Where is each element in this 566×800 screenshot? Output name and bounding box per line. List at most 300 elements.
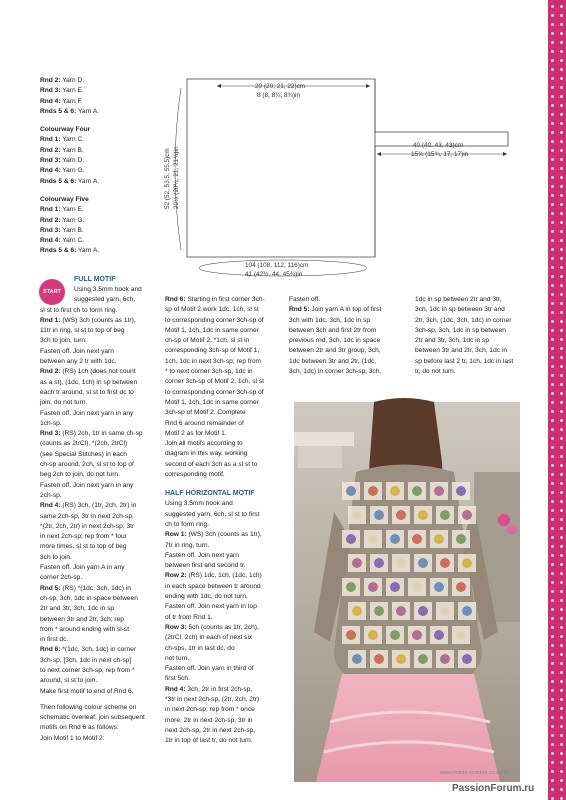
full-motif-line [40, 723, 162, 733]
round-five-text: between 3ch and first 2tr from [289, 326, 377, 334]
half-motif-text: (2trCl, 2ch) in each of next six [165, 634, 253, 642]
half-motif-row-label: Rnd 4: [165, 685, 186, 693]
motif-centre [434, 486, 444, 496]
joining-line [165, 408, 287, 418]
round-five-cont-line [415, 357, 537, 367]
joining-text: ch-sp of Motif 2, *1ch, sl st in [165, 337, 250, 345]
full-motif-text: Fasten off. Join next yarn in any [40, 409, 134, 417]
round-five-line [289, 336, 411, 346]
length-inch-label: 20½ (20½, 21, 21¾)in [173, 146, 180, 209]
half-motif-row-label: Row 3: [165, 623, 187, 631]
full-motif-line [40, 501, 162, 511]
joining-line [165, 316, 287, 326]
cardigan-photo [294, 402, 520, 782]
half-motif-text: more, 2tr in next 2ch-sp, 3tr in [165, 716, 253, 724]
half-motif-line [165, 674, 287, 684]
round-five-cont-line [415, 346, 537, 356]
full-motif-text: 3ch-sp, [3ch, 1dc in next ch-sp] [40, 656, 132, 664]
joining-line [165, 419, 287, 429]
motif-centre [462, 558, 472, 568]
motif-centre [368, 582, 378, 592]
motif-centre [396, 558, 406, 568]
colourway-five-text: Yarn C. [60, 237, 85, 245]
half-motif-text: ch to form ring. [165, 520, 209, 528]
full-motif-line [40, 713, 162, 723]
half-motif-text: of tr from Rnd 1. [165, 613, 213, 621]
round-five-line [289, 357, 411, 367]
full-motif-text: (RS) *(1dc, 3ch, 1dc) in [60, 584, 131, 592]
full-motif-text: same 2ch-sp, 3tr in next 2ch-sp, [40, 512, 134, 520]
motif-centre [396, 606, 406, 616]
joining-line [165, 460, 287, 470]
half-motif-instructions [165, 499, 287, 746]
full-motif-row-label: Rnd 1: [40, 316, 61, 324]
motif-centre [412, 630, 422, 640]
full-motif-row-label: Rnd 2: [40, 368, 61, 376]
half-motif-text: 5ch (counts as 1tr, 2ch), [186, 623, 259, 631]
half-motif-text: 1tr in top of last tr, do not turn. [165, 737, 253, 745]
half-motif-text: Fasten off. Join next yarn [165, 551, 239, 559]
motif-centre [456, 486, 466, 496]
half-motif-line [165, 499, 287, 509]
round-five-text: previous rnd, 3ch, 1dc in space [289, 337, 381, 345]
round-five-cont-text: 3ch-sp, 3ch, 1dc in sp between [415, 326, 506, 334]
half-motif-row-label: Row 2: [165, 572, 187, 580]
motif-centre [412, 534, 422, 544]
colourway-four-row-label: Rnd 1: [40, 136, 61, 144]
sleeve-length-label: 40 (40, 43, 43)cm [413, 142, 464, 149]
full-motif-text: corner 2ch-sp. [40, 574, 83, 582]
joining-text: corresponding motif. [165, 471, 225, 479]
full-motif-line [40, 676, 162, 686]
joining-line [165, 326, 287, 336]
colourway-five-line [40, 236, 162, 246]
half-motif-line [165, 685, 287, 695]
colourway-three-text: Yarn A. [76, 107, 100, 115]
full-motif-text: as a st), (1dc, 1ch) in sp between [40, 378, 138, 386]
joining-line [165, 346, 287, 356]
colourway-five-row-label: Rnd 4: [40, 237, 61, 245]
colourway-three-line [40, 86, 162, 96]
half-motif-text: between first and second tr. [165, 562, 246, 570]
full-motif-line [40, 656, 162, 666]
colourway-four-row-label: Rnd 3: [40, 157, 61, 165]
colourway-four-list [40, 135, 162, 186]
motif-centre [346, 582, 356, 592]
full-motif-text: to next corner 3ch-sp; rep from * [40, 666, 135, 674]
half-motif-text: suggested yarn, 6ch, sl st to first [165, 510, 260, 518]
motif-centre [396, 510, 406, 520]
joining-line [165, 449, 287, 459]
round-five-line [289, 326, 411, 336]
joining-text: second of each 3ch as a sl st to [165, 460, 258, 468]
full-motif-line [40, 378, 162, 388]
joining-text: Motif 1, 1ch, 1dc in same corner [165, 398, 259, 406]
full-motif-text: beg 2ch to join, do not turn. [40, 471, 120, 479]
colourway-four-text: Yarn C. [60, 136, 85, 144]
half-motif-line [165, 633, 287, 643]
full-motif-line [40, 336, 162, 346]
joining-text: Starting in first corner 3ch- [185, 296, 265, 303]
full-motif-line [40, 450, 162, 460]
full-motif-text: (counts as 2trCl), *(2ch, 2trCl) [40, 440, 128, 448]
full-motif-intro-2: suggested yarn, 6ch, [74, 296, 136, 304]
motif-centre [352, 510, 362, 520]
half-motif-line [165, 705, 287, 715]
motif-centre [368, 630, 378, 640]
joining-text: corresponding 3ch-sp of Motif 1, [165, 347, 260, 355]
full-motif-line [40, 703, 162, 713]
round-five-line [289, 305, 411, 315]
full-motif-text: join, do not turn. [40, 399, 88, 407]
motif-centre [412, 486, 422, 496]
full-motif-line [40, 542, 162, 552]
full-motif-line [40, 594, 162, 604]
motif-centre [396, 654, 406, 664]
colourway-four-text: Yarn G. [60, 167, 85, 175]
full-motif-line [40, 306, 162, 316]
motif-centre [440, 606, 450, 616]
joining-text: * to next corner 3ch-sp, 1dc in [165, 368, 253, 376]
full-motif-line [40, 347, 162, 357]
motif-centre [390, 486, 400, 496]
half-motif-line [165, 520, 287, 530]
motif-centre [390, 534, 400, 544]
round-five-text: 1dc between 3tr and 2tr, (1dc, [289, 357, 377, 365]
full-motif-section [40, 274, 162, 744]
full-motif-line [40, 604, 162, 614]
full-motif-text: schematic overleaf, join subsequent [40, 714, 145, 722]
full-motif-line [40, 409, 162, 419]
half-motif-text: *3tr in next 2ch-sp, (2tr, 2ch, 2tr) [165, 695, 260, 703]
round-five-cont-text: 3ch, 1dc in sp between 3tr and [415, 306, 505, 314]
colourway-three-text: Yarn F. [60, 97, 83, 105]
full-motif-row-label: Rnd 3: [40, 430, 61, 438]
half-motif-row-label: Row 1: [165, 531, 187, 539]
colourway-five-text: Yarn A. [76, 247, 100, 255]
full-motif-text: (RS) 1ch (does not count [60, 368, 136, 376]
colourway-three-row-label: Rnd 4: [40, 97, 61, 105]
colourway-four-title: Colourway Four [40, 126, 91, 134]
full-motif-text: (RS) 2ch, 1tr in same ch-sp [60, 430, 143, 438]
joining-text: 3ch-sp of Motif 2. Complete [165, 409, 246, 417]
joining-line [165, 439, 287, 449]
full-motif-line [40, 470, 162, 480]
joining-line [165, 357, 287, 367]
full-motif-title: FULL MOTIF [74, 276, 116, 283]
half-motif-text: (WS) 3ch (counts as 1tr), [186, 531, 262, 539]
half-motif-line [165, 623, 287, 633]
round-five-line [289, 295, 411, 305]
colourway-four-row-label: Rnds 5 & 6: [40, 177, 77, 185]
half-motif-text: 3ch, 2tr in first 2ch-sp, [185, 685, 253, 693]
half-motif-text: in each space between tr around [165, 582, 261, 590]
garment-schematic [165, 74, 515, 284]
colourway-three-row-label: Rnd 2: [40, 77, 61, 84]
full-motif-line [40, 645, 162, 655]
full-motif-text: Fasten off. Join next yarn in any [40, 481, 134, 489]
motif-centre [374, 558, 384, 568]
motif-centre [374, 510, 384, 520]
joining-column [165, 295, 287, 746]
full-motif-text: 1ch-sp. [40, 419, 62, 427]
round-five-cont-text: tr, do not turn. [415, 368, 456, 376]
half-motif-text: in next 2ch-sp; rep from * once [165, 706, 255, 714]
colourway-three-row-label: Rnd 3: [40, 87, 61, 95]
round-five-cont-text: 1dc in sp between 2tr and 3tr, [415, 296, 502, 303]
full-motif-text: from * around ending with sl-st [40, 625, 130, 633]
motif-centre [418, 606, 428, 616]
motif-centre [352, 606, 362, 616]
motif-centre [462, 510, 472, 520]
length-label: 52 (52, 53.5, 55.5)cm [164, 148, 171, 209]
motif-centre [456, 582, 466, 592]
joining-line [165, 305, 287, 315]
joining-text: Join all motifs according to [165, 440, 243, 448]
colourway-five-list [40, 205, 162, 256]
colourway-five-row-label: Rnd 3: [40, 226, 61, 234]
full-motif-text: *(1dc, 3ch, 1dc) in corner [60, 646, 137, 654]
full-motif-text: 11tr in ring, sl st to top of beg [40, 327, 125, 335]
half-motif-line [165, 510, 287, 520]
round-five-row-label: Rnd 5: [289, 306, 310, 314]
colourway-four-row-label: Rnd 2: [40, 146, 61, 154]
motif-centre [456, 630, 466, 640]
full-motif-text: 3ch to join, turn. [40, 337, 87, 345]
half-motif-line [165, 695, 287, 705]
round-five-line [289, 367, 411, 377]
round-five-cont-text: between 3tr and 2tr, 3ch, 1dc in [415, 347, 508, 355]
colourway-four-text: Yarn B. [60, 146, 84, 154]
chest-label: 104 (108, 112, 116)cm [245, 262, 309, 269]
motif-centre [412, 582, 422, 592]
full-motif-text: Make first motif to end of Rnd 6. [40, 687, 134, 695]
motif-centre [462, 654, 472, 664]
full-motif-text: between any 2 tr with 1dc. [40, 358, 117, 366]
full-motif-text: sl st to first ch to form ring. [40, 306, 118, 314]
full-motif-text: in first dc. [40, 636, 69, 644]
full-motif-text: ch-sp around, 2ch, sl st to top of [40, 461, 134, 469]
round-five-cont-line [415, 305, 537, 315]
full-motif-text: 3ch to join. [40, 553, 72, 561]
full-motif-line [40, 532, 162, 542]
motif-centre [462, 606, 472, 616]
colourway-three-line [40, 76, 162, 86]
motif-centre [368, 534, 378, 544]
colourway-four-line [40, 177, 162, 187]
full-motif-text: ch-sp, 3ch, 1dc in space between [40, 594, 138, 602]
full-motif-line [40, 460, 162, 470]
colourway-three-line [40, 107, 162, 117]
motif-centre [352, 558, 362, 568]
full-motif-intro-1: Using 3.5mm hook and [74, 286, 142, 293]
full-motif-line [40, 687, 162, 697]
full-motif-text: in next 2ch-sp; rep from * four [40, 533, 127, 541]
round-five-text: between 2tr and 3tr group, 3ch, [289, 347, 381, 355]
full-motif-row-label: Rnd 4: [40, 502, 61, 510]
round-five-cont-text: sp before last 2 tr, 1ch, 1dc in last [415, 357, 514, 365]
colourway-column [40, 76, 162, 257]
motif-centre [434, 630, 444, 640]
colourway-five-row-label: Rnd 2: [40, 216, 61, 224]
motif-centre [346, 486, 356, 496]
half-motif-text: next 2ch-sp, 2tr in next 2ch-sp, [165, 726, 256, 734]
colourway-five-line [40, 205, 162, 215]
joining-text: diagram in this way, working [165, 450, 248, 458]
stripe-dot-pattern [548, 0, 566, 800]
joining-text: to corresponding corner 3ch-sp of [165, 388, 264, 396]
motif-centre [346, 534, 356, 544]
full-motif-line [40, 429, 162, 439]
joining-line [165, 429, 287, 439]
joining-text: Rnd 6 around remainder of [165, 419, 244, 427]
colourway-four-line [40, 146, 162, 156]
joining-text: Motif 2 as for Motif 1. [165, 429, 227, 437]
half-motif-text: Using 3.5mm hook and [165, 500, 233, 508]
joining-line [165, 295, 287, 305]
half-motif-title: HALF HORIZONTAL MOTIF [165, 490, 255, 498]
colourway-three-rest [40, 76, 162, 117]
motif-centre [374, 654, 384, 664]
round-five-continued-instructions [415, 295, 537, 377]
full-motif-line [40, 666, 162, 676]
motif-centre [418, 558, 428, 568]
full-motif-text: *(2tr, 2ch, 2tr) in next 2ch-sp; 3tr [40, 522, 135, 530]
full-motif-text: around, sl st to join. [40, 677, 98, 685]
colourway-three-text: Yarn D. [60, 77, 85, 84]
full-motif-line [40, 367, 162, 377]
colourway-five-row-label: Rnd 1: [40, 206, 61, 214]
round-five-cont-line [415, 336, 537, 346]
round-five-line [289, 346, 411, 356]
colourway-five-title: Colourway Five [40, 195, 89, 203]
joining-line [165, 336, 287, 346]
motif-centre [390, 630, 400, 640]
colourway-four-line [40, 166, 162, 176]
full-motif-line [40, 481, 162, 491]
full-motif-text: (RS) 3ch, (1tr, 2ch, 2tr) in [60, 502, 137, 510]
half-motif-line [165, 736, 287, 746]
colourway-four-row-label: Rnd 4: [40, 167, 61, 175]
top-width-label: 20 (20, 21, 22)cm [255, 83, 306, 90]
round-five-cont-line [415, 326, 537, 336]
half-motif-line [165, 613, 287, 623]
full-motif-line [40, 398, 162, 408]
half-motif-line [165, 716, 287, 726]
round-five-line [289, 316, 411, 326]
colourway-four-text: Yarn A. [76, 177, 100, 185]
motif-centre [352, 654, 362, 664]
round-five-text: Fasten off. [289, 296, 321, 303]
full-motif-line [40, 625, 162, 635]
colourway-four-line [40, 156, 162, 166]
joining-line [165, 470, 287, 480]
full-motif-text: more times, sl st to top of beg [40, 543, 127, 551]
chest-inch-label: 41 (42½, 44, 45¾)in [245, 271, 303, 278]
round-five-continued-column [415, 295, 537, 377]
colourway-five-line [40, 246, 162, 256]
half-motif-text: ch-sps, 1tr in last dc, do [165, 644, 235, 652]
joining-text: sp of Motif 2 work 1dc, 1ch, sl st [165, 306, 259, 314]
full-motif-line [40, 522, 162, 532]
colourway-three-row-label: Rnds 5 & 6: [40, 107, 77, 115]
full-motif-text: Fasten off. Join yarn A in any [40, 564, 125, 572]
full-motif-line [40, 491, 162, 501]
half-motif-line [165, 530, 287, 540]
full-motif-text: (WS) 3ch (counts as 1tr), [60, 316, 136, 324]
motif-centre [456, 534, 466, 544]
round-five-text: Join yarn A in top of first [309, 306, 382, 314]
motif-centre [346, 630, 356, 640]
full-motif-line [40, 635, 162, 645]
full-motif-row-label: Rnd 6: [40, 646, 61, 654]
start-badge: START [39, 279, 65, 305]
colourway-five-line [40, 216, 162, 226]
full-motif-line [40, 512, 162, 522]
half-motif-line [165, 551, 287, 561]
full-motif-line [40, 388, 162, 398]
colourway-four-line [40, 135, 162, 145]
half-motif-line [165, 541, 287, 551]
full-motif-line [40, 734, 162, 744]
colourway-three-line [40, 97, 162, 107]
joining-line [165, 377, 287, 387]
top-width-inch-label: 8 (8, 8¼, 8¾)in [257, 92, 300, 99]
colourway-five-text: Yarn E. [60, 206, 84, 214]
half-motif-line [165, 726, 287, 736]
full-motif-line [40, 439, 162, 449]
motif-centre [390, 582, 400, 592]
half-motif-text: 7tr in ring, turn. [165, 541, 210, 549]
joining-text: corner 3ch-sp of Motif 2, 1ch, sl st [165, 378, 264, 386]
half-motif-text: Fasten off. Join next yarn in top [165, 603, 257, 611]
watermark: PassionForum.ru [452, 783, 535, 794]
joining-row-label: Rnd 6: [165, 296, 186, 303]
half-motif-line [165, 592, 287, 602]
full-motif-text: Fasten off. Join next yarn [40, 347, 114, 355]
colourway-five-text: Yarn B. [60, 226, 84, 234]
round-five-text: 3ch, 1dc) in corner 3ch-sp, 3ch, [289, 368, 382, 376]
round-five-cont-line [415, 316, 537, 326]
half-motif-line [165, 602, 287, 612]
round-five-cont-line [415, 367, 537, 377]
page-footer: www.inside-crochet.co.uk 43 [440, 770, 510, 776]
motif-centre [434, 582, 444, 592]
full-motif-line [40, 419, 162, 429]
full-motif-row-label: Rnd 5: [40, 584, 61, 592]
half-motif-line [165, 664, 287, 674]
round-five-column [289, 295, 411, 377]
round-five-cont-text: 2tr and 3tr, 3ch, 1dc in sp [415, 337, 490, 345]
full-motif-text: motifs on Rnd 6 as follows: [40, 724, 119, 732]
motif-centre [368, 486, 378, 496]
half-motif-text: not turn. [165, 654, 190, 662]
full-motif-line [40, 584, 162, 594]
full-motif-line [40, 316, 162, 326]
full-motif-line [40, 573, 162, 583]
joining-text: to corresponding corner 3ch-sp of [165, 316, 264, 324]
half-motif-text: ending with 1dc, do not turn. [165, 593, 248, 601]
full-motif-text: Join Motif 1 to Motif 2: [40, 734, 105, 742]
full-motif-text: 2tr and 3tr, 3ch, 1dc in sp [40, 605, 115, 613]
full-motif-line [40, 357, 162, 367]
sleeve-length-inch-label: 15¾ (15¾, 17, 17)in [411, 151, 469, 158]
full-motif-line [40, 326, 162, 336]
full-motif-line [40, 553, 162, 563]
half-motif-line [165, 654, 287, 664]
motif-centre [374, 606, 384, 616]
joining-line [165, 388, 287, 398]
